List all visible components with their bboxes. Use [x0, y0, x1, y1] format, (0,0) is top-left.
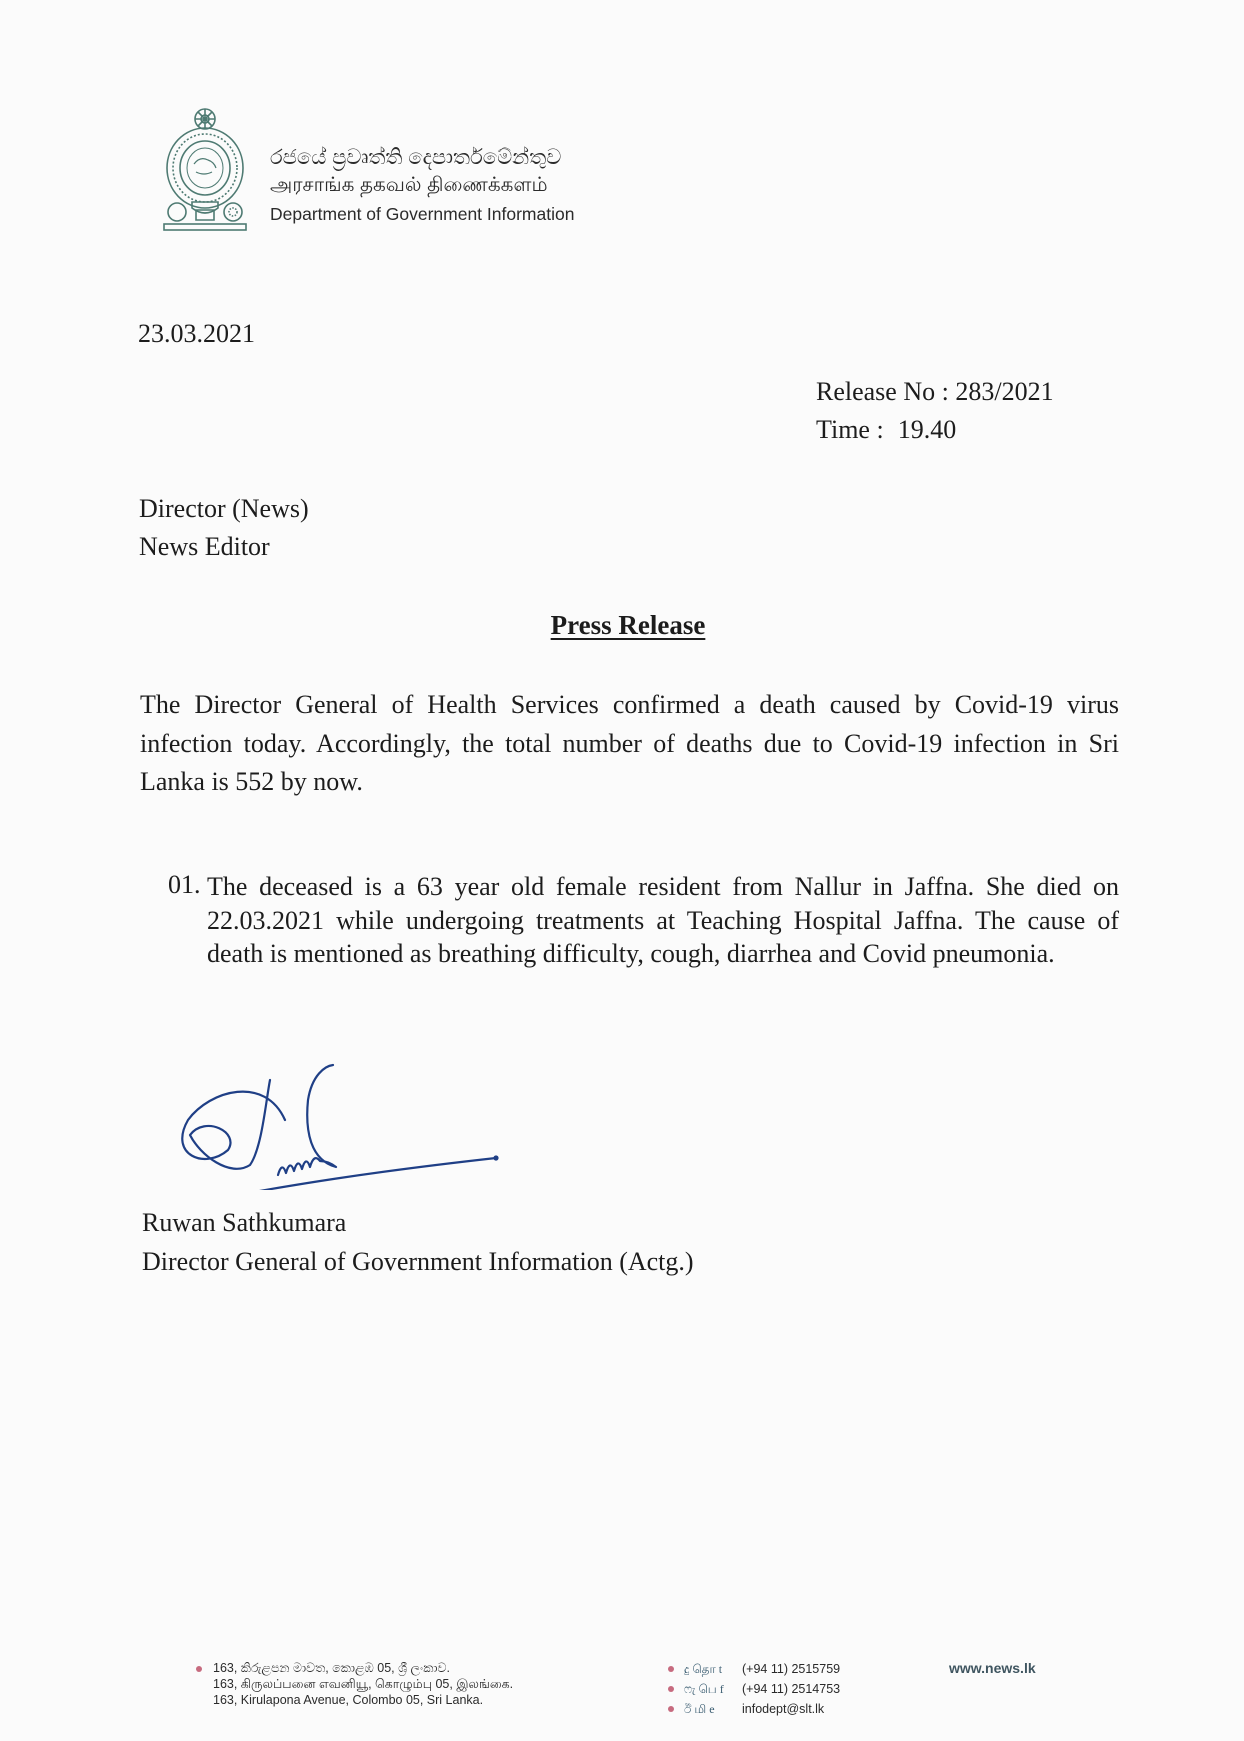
recipient: News Editor	[139, 532, 270, 561]
recipient: Director (News)	[139, 494, 309, 523]
body-paragraph: The Director General of Health Services confirmed a death caused by Covid-19 virus infection today. Accordingly, the total number of deaths due to Covid-19 infection in Sri Lanka is 552 by now.	[140, 690, 1119, 796]
footer-address	[213, 1660, 513, 1708]
press-release-title	[0, 610, 1244, 641]
list-item-text: The deceased is a 63 year old female resident from Nallur in Jaffna. She died on 22.03.2021 while undergoing treatments at Teaching Hospital Jaffna. The cause of death is mentioned as breathing difficulty, cough, diarrhea and Covid pneumonia.	[207, 872, 1119, 968]
document-date: 23.03.2021	[138, 319, 255, 348]
release-time-value: 19.40	[897, 415, 957, 444]
footer-phone	[668, 1659, 840, 1679]
footer-address-sinhala: 163, කිරුළපන මාවත, කොළඹ 05, ශ්‍රී ලංකාව.	[213, 1661, 450, 1675]
bullet-dot-icon	[196, 1666, 202, 1672]
fax-label: ෆැ பெ f	[684, 1682, 724, 1696]
footer-website: www.news.lk	[949, 1660, 1036, 1676]
letterhead-name-english: Department of Government Information	[270, 204, 575, 224]
sri-lanka-emblem-icon	[160, 106, 250, 234]
signatory-name: Ruwan Sathkumara	[142, 1208, 347, 1237]
press-release-title-text: Press Release	[550, 610, 706, 640]
release-time-label: Time :	[816, 415, 884, 444]
letterhead-name-sinhala: රජයේ ප්‍රවෘත්ති දෙපාර්තමේන්තුව	[270, 146, 562, 169]
email-value: infodept@slt.lk	[742, 1702, 825, 1716]
phone-label: දු தொ t	[684, 1662, 723, 1676]
email-label: ඊ மி e	[684, 1702, 715, 1716]
footer-address-english: 163, Kirulapona Avenue, Colombo 05, Sri Lanka.	[213, 1693, 484, 1707]
signature-icon	[170, 1060, 510, 1190]
release-number: Release No : 283/2021	[816, 377, 1054, 406]
bullet-dot-icon	[668, 1706, 674, 1712]
signatory-title: Director General of Government Information (Actg.)	[142, 1247, 694, 1276]
footer-fax	[668, 1679, 840, 1699]
phone-value: (+94 11) 2515759	[742, 1662, 841, 1676]
letterhead-name-tamil: அரசாங்க தகவல் திணைக்களம்	[270, 174, 548, 196]
fax-value: (+94 11) 2514753	[742, 1682, 841, 1696]
footer-contacts	[668, 1659, 840, 1719]
bullet-dot-icon	[668, 1666, 674, 1672]
release-time	[816, 417, 956, 443]
footer-email	[668, 1699, 840, 1719]
bullet-dot-icon	[668, 1686, 674, 1692]
footer-address-tamil: 163, கிருலப்பனை எவனியூ, கொழும்பு 05, இலங்கை.	[213, 1677, 514, 1691]
list-item-number: 01.	[168, 870, 201, 899]
